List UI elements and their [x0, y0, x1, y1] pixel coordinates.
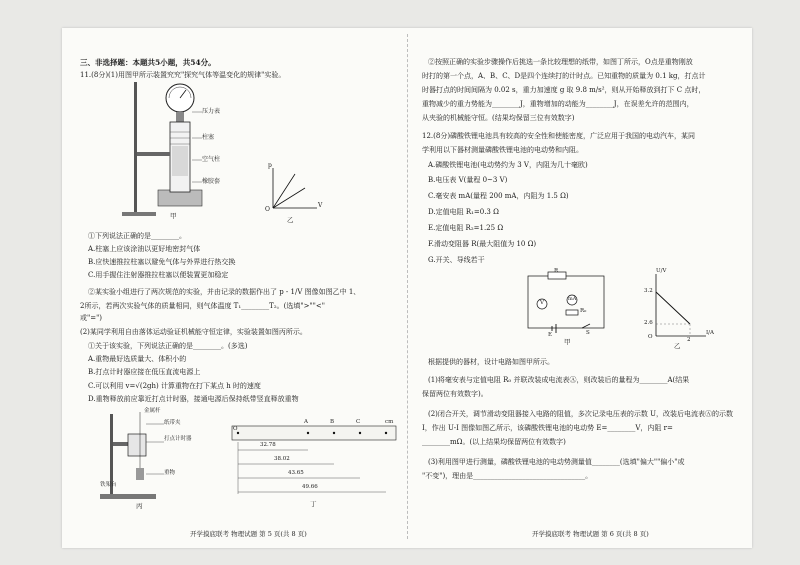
- label-pressure-gauge: 压力表: [202, 108, 221, 115]
- label-rubber-plug: 橡胶套: [202, 178, 221, 185]
- r-line-5: 从夹验的机械能守恒。(结果均保留三位有效数字): [422, 114, 575, 122]
- tape-c: C: [356, 419, 361, 425]
- figure-circuit: [522, 270, 612, 346]
- circuit-r: R: [554, 268, 559, 274]
- item-a: A.磷酸铁锂电池(电动势约为 3 V，内阻为几十毫欧): [428, 161, 588, 169]
- s2b: 保留两位有效数字)。: [422, 390, 488, 398]
- origin: O: [265, 206, 270, 213]
- axis-v: V: [318, 202, 323, 209]
- circuit-r0: R₀: [580, 308, 587, 314]
- s4a: (3)利用图甲进行测量，磷酸铁锂电池的电动势测量值________(选填"偏大""偏小"或: [428, 458, 685, 466]
- r-line-2: 时打的第一个点，A、B、C、D是四个连续打的计时点。已知重物的质量为 0.1 kg，打点计: [422, 72, 706, 80]
- q12-line-2: 学利用以下器材测量磷酸铁锂电池的电动势和内阻。: [422, 146, 583, 154]
- caption-graph: 乙: [674, 342, 681, 350]
- s4b: "不变")，理由是________________________________。: [422, 472, 593, 480]
- label-timer: 打点计时器: [164, 436, 192, 442]
- left-footer: 开学摸底联考 物理试题 第 5 页(共 8 页): [190, 529, 307, 538]
- r-line-1: ②按照正确的实验步骤操作后挑选一条比较理想的纸带，如图丁所示，O点是重物刚放: [428, 58, 693, 66]
- tape-d2: 38.02: [274, 456, 290, 462]
- figure-jia: [120, 82, 221, 222]
- q12-line-1: 12.(8分)磷酸铁锂电池具有较高的安全性和使能密度，广泛应用于我国的电动汽车，某同: [422, 132, 696, 140]
- label-weight: 重物: [164, 470, 176, 476]
- figure-bing: [100, 406, 210, 510]
- caption-ding: 丁: [310, 500, 317, 508]
- s3c: ________mΩ。(以上结果均保留两位有效数字): [422, 438, 566, 446]
- exam-sheet: [62, 28, 752, 548]
- caption-jia: 甲: [170, 212, 177, 220]
- caption-yi: 乙: [287, 216, 294, 224]
- item-d: D.定值电阻 R₁=0.3 Ω: [428, 208, 499, 216]
- item-f: F.滑动变阻器 R(最大阻值为 10 Ω): [428, 240, 537, 248]
- graph-o: O: [648, 334, 653, 340]
- graph-i: I/A: [706, 330, 714, 336]
- axis-p: p: [268, 162, 272, 169]
- graph-x: 2: [687, 337, 691, 343]
- figure-ding: [230, 420, 398, 510]
- r-line-4: 重物减少的重力势能为________J，重物增加的动能为________J，在误差允许的范围内，: [422, 100, 694, 108]
- caption-bing: 丙: [136, 502, 143, 510]
- section-title: 三、非选择题：本题共5小题，共54分。: [80, 58, 216, 67]
- s3a: (2)闭合开关，调节滑动变阻器接入电路的阻值，多次记录电压表的示数 U，改装后电流表Ⓐ的示数: [428, 410, 734, 418]
- q2-line-1: ②某实验小组进行了两次规范的实验，并由记录的数据作出了 p - 1/V 图像如图乙中 1、: [88, 288, 361, 296]
- tape-d4: 49.66: [302, 484, 318, 490]
- q2-line-2: 2所示，若两次实验气体的质量相同，则气体温度 T₁________T₂。(选填">""<": [80, 302, 325, 310]
- tape-d3: 43.65: [288, 470, 304, 476]
- caption-circuit: 甲: [564, 338, 571, 346]
- q11-intro: 11.(8分)(1)用图甲所示装置究究"探究气体等温变化的规律"实验。: [80, 71, 286, 79]
- item-e: E.定值电阻 R₂=1.25 Ω: [428, 224, 504, 232]
- figure-ui-graph: [644, 266, 724, 350]
- tape-b: B: [330, 419, 335, 425]
- s2a: (1)将毫安表与定值电阻 R₀ 并联改装成电流表Ⓐ，则改装后的量程为________A(结果: [428, 376, 690, 384]
- part2-option-b: B.打点计时器应接在低压直流电源上: [88, 368, 201, 376]
- right-page: [422, 28, 740, 548]
- figure-yi: [265, 138, 335, 224]
- s3b: I，作出 U-I 图像如图乙所示，该磷酸铁锂电池的电动势 E=________V，内阻 r=: [422, 424, 673, 432]
- q1-prompt: ①下列说法正确的是________。: [88, 232, 186, 240]
- part2-option-c: C.可以利用 v=√(2gh) 计算重物在打下某点 h 时的速度: [88, 382, 261, 390]
- page-divider: [407, 34, 408, 539]
- q1-option-c: C.用手握住注射器推拉柱塞以便装置更加稳定: [88, 271, 229, 279]
- label-tape: 纸带夹: [164, 420, 181, 426]
- item-g: G.开关、导线若干: [428, 256, 485, 264]
- q1-option-b: B.应快速推拉柱塞以避免气体与外界进行热交换: [88, 258, 236, 266]
- circuit-v: V: [540, 300, 544, 306]
- label-air-column: 空气柱: [202, 156, 221, 163]
- item-c: C.毫安表 mA(量程 200 mA，内阻为 1.5 Ω): [428, 192, 569, 200]
- circuit-ma: mA: [568, 296, 577, 302]
- label-clamp: 铁架台: [100, 482, 117, 488]
- tape-a: A: [304, 419, 308, 425]
- graph-u: U/V: [656, 268, 667, 274]
- graph-v1: 3.2: [644, 288, 653, 294]
- right-footer: 开学摸底联考 物理试题 第 6 页(共 8 页): [532, 529, 649, 538]
- item-b: B.电压表 V(量程 0~3 V): [428, 176, 508, 184]
- graph-v2: 2.6: [644, 320, 653, 326]
- r-line-3: 时器打点的时间间隔为 0.02 s，重力加速度 g 取 9.8 m/s²，则从开始释放到打下 C 点时，: [422, 86, 706, 94]
- part2-intro: (2)某同学利用自由落体运动验证机械能守恒定律，实验装置如图丙所示。: [80, 328, 307, 336]
- q1-option-a: A.柱塞上应该涂油以更好地密封气体: [88, 245, 201, 253]
- part2-option-a: A.重物最好选质量大、体积小的: [88, 355, 187, 363]
- circuit-e: E: [548, 332, 553, 338]
- left-page: [80, 28, 398, 548]
- q2-line-3: 或"="): [80, 314, 103, 322]
- label-column: 柱塞: [202, 134, 215, 141]
- tape-unit: cm: [385, 419, 394, 425]
- tape-o: O: [233, 426, 238, 432]
- tape-d1: 32.78: [260, 442, 276, 448]
- label-clip: 金属杆: [144, 408, 161, 414]
- part2-q1: ①关于该实验，下列说法正确的是________。(多选): [88, 342, 248, 350]
- s1: 根据提供的器材，设计电路如图甲所示。: [428, 358, 554, 366]
- circuit-s: S: [586, 330, 590, 336]
- part2-option-d: D.重物释放前应靠近打点计时器，接通电源后保持纸带竖直释放重物: [88, 395, 299, 403]
